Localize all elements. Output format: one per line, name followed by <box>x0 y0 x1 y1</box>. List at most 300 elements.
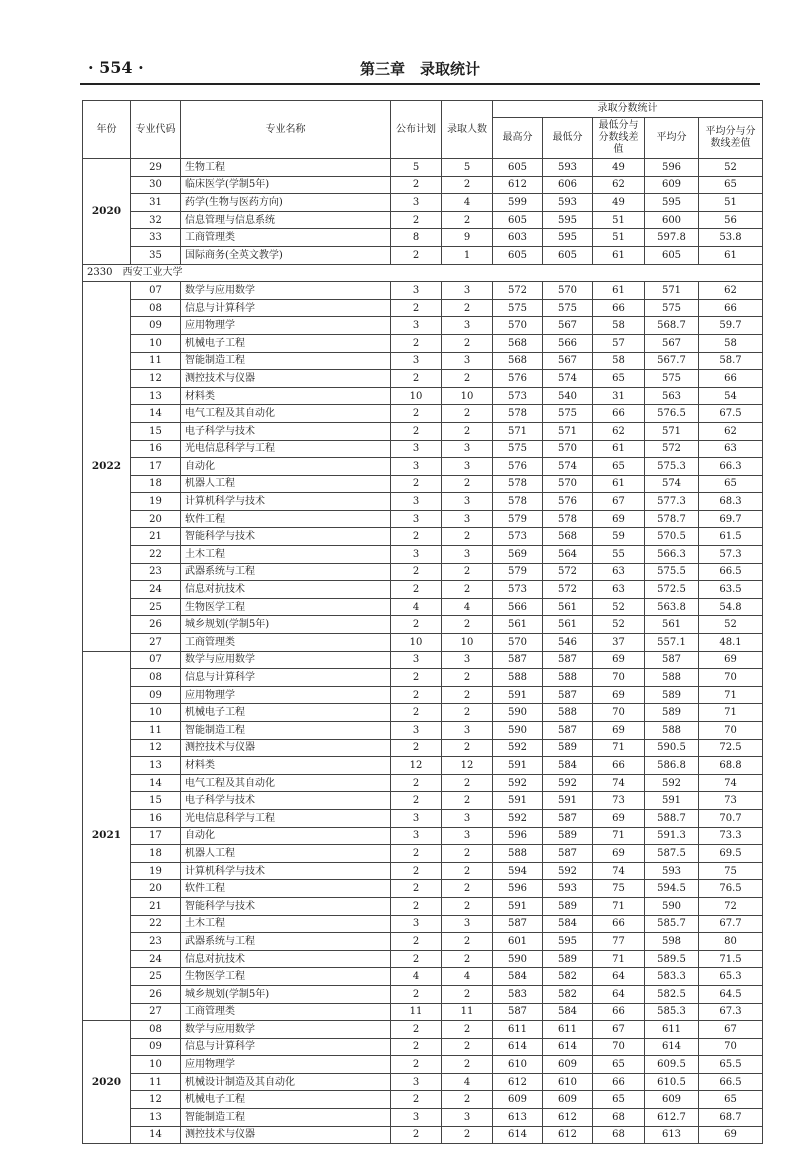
avg-diff-cell: 69.7 <box>699 510 763 528</box>
code-cell: 16 <box>131 440 181 458</box>
major-name-cell: 城乡规划(学制5年) <box>181 985 391 1003</box>
major-name-cell: 武器系统与工程 <box>181 563 391 581</box>
plan-cell: 2 <box>391 528 442 546</box>
admitted-cell: 4 <box>442 968 493 986</box>
max-score-cell: 568 <box>493 352 543 370</box>
table-row <box>83 827 763 845</box>
table-row <box>83 405 763 423</box>
admitted-cell: 3 <box>442 440 493 458</box>
table-row <box>83 933 763 951</box>
max-score-cell: 578 <box>493 405 543 423</box>
min-score-cell: 584 <box>543 757 593 775</box>
min-score-cell: 591 <box>543 792 593 810</box>
max-score-cell: 571 <box>493 422 543 440</box>
plan-cell: 2 <box>391 370 442 388</box>
plan-cell: 3 <box>391 546 442 564</box>
code-cell: 35 <box>131 246 181 264</box>
avg-diff-cell: 74 <box>699 774 763 792</box>
avg-score-cell: 590.5 <box>645 739 699 757</box>
min-score-cell: 605 <box>543 246 593 264</box>
min-diff-cell: 52 <box>593 616 645 634</box>
admitted-cell: 1 <box>442 246 493 264</box>
table-row <box>83 704 763 722</box>
min-diff-cell: 67 <box>593 493 645 511</box>
code-cell: 31 <box>131 194 181 212</box>
max-score-cell: 579 <box>493 563 543 581</box>
admitted-cell: 2 <box>442 211 493 229</box>
major-name-cell: 武器系统与工程 <box>181 933 391 951</box>
table-row <box>83 510 763 528</box>
admitted-cell: 3 <box>442 493 493 511</box>
avg-diff-cell: 80 <box>699 933 763 951</box>
major-name-cell: 土木工程 <box>181 915 391 933</box>
admitted-cell: 2 <box>442 475 493 493</box>
plan-cell: 3 <box>391 722 442 740</box>
code-cell: 10 <box>131 1056 181 1074</box>
major-name-cell: 智能科学与技术 <box>181 897 391 915</box>
avg-diff-cell: 70 <box>699 1038 763 1056</box>
table-row <box>83 1109 763 1127</box>
table-row <box>83 739 763 757</box>
min-diff-cell: 61 <box>593 475 645 493</box>
header-year: 年份 <box>83 101 131 159</box>
avg-diff-cell: 65 <box>699 1091 763 1109</box>
min-diff-cell: 74 <box>593 862 645 880</box>
max-score-cell: 573 <box>493 581 543 599</box>
admission-table <box>82 100 763 1144</box>
table-body <box>83 159 763 1144</box>
table-row <box>83 915 763 933</box>
table-row <box>83 809 763 827</box>
code-cell: 23 <box>131 933 181 951</box>
avg-diff-cell: 61.5 <box>699 528 763 546</box>
avg-score-cell: 613 <box>645 1126 699 1144</box>
admitted-cell: 10 <box>442 634 493 652</box>
avg-score-cell: 605 <box>645 246 699 264</box>
avg-diff-cell: 63 <box>699 440 763 458</box>
avg-diff-cell: 61 <box>699 246 763 264</box>
min-diff-cell: 73 <box>593 792 645 810</box>
admitted-cell: 3 <box>442 651 493 669</box>
max-score-cell: 610 <box>493 1056 543 1074</box>
avg-diff-cell: 69.5 <box>699 845 763 863</box>
major-name-cell: 机器人工程 <box>181 845 391 863</box>
admitted-cell: 2 <box>442 563 493 581</box>
avg-diff-cell: 67 <box>699 1021 763 1039</box>
code-cell: 18 <box>131 475 181 493</box>
major-name-cell: 机械设计制造及其自动化 <box>181 1073 391 1091</box>
table-row <box>83 686 763 704</box>
plan-cell: 5 <box>391 159 442 177</box>
admitted-cell: 2 <box>442 1091 493 1109</box>
min-diff-cell: 49 <box>593 159 645 177</box>
plan-cell: 2 <box>391 211 442 229</box>
major-name-cell: 软件工程 <box>181 880 391 898</box>
code-cell: 10 <box>131 334 181 352</box>
avg-diff-cell: 69 <box>699 1126 763 1144</box>
min-diff-cell: 61 <box>593 440 645 458</box>
plan-cell: 3 <box>391 458 442 476</box>
min-score-cell: 609 <box>543 1091 593 1109</box>
avg-score-cell: 593 <box>645 862 699 880</box>
table-row <box>83 1056 763 1074</box>
avg-diff-cell: 66.5 <box>699 1073 763 1091</box>
admitted-cell: 5 <box>442 159 493 177</box>
university-name: 2330 西安工业大学 <box>83 264 763 282</box>
plan-cell: 2 <box>391 581 442 599</box>
min-diff-cell: 66 <box>593 1003 645 1021</box>
avg-diff-cell: 68.3 <box>699 493 763 511</box>
major-name-cell: 测控技术与仪器 <box>181 739 391 757</box>
min-score-cell: 576 <box>543 493 593 511</box>
code-cell: 11 <box>131 352 181 370</box>
max-score-cell: 573 <box>493 387 543 405</box>
header-admit: 录取人数 <box>442 101 493 159</box>
admitted-cell: 2 <box>442 370 493 388</box>
major-name-cell: 计算机科学与技术 <box>181 862 391 880</box>
min-diff-cell: 68 <box>593 1126 645 1144</box>
avg-diff-cell: 67.3 <box>699 1003 763 1021</box>
max-score-cell: 578 <box>493 493 543 511</box>
code-cell: 20 <box>131 510 181 528</box>
code-cell: 12 <box>131 739 181 757</box>
min-score-cell: 584 <box>543 1003 593 1021</box>
table-row <box>83 334 763 352</box>
header-avg-diff: 平均分与分数线差值 <box>699 118 763 159</box>
max-score-cell: 605 <box>493 159 543 177</box>
table-row <box>83 985 763 1003</box>
avg-score-cell: 575.5 <box>645 563 699 581</box>
max-score-cell: 614 <box>493 1126 543 1144</box>
code-cell: 15 <box>131 422 181 440</box>
min-diff-cell: 71 <box>593 897 645 915</box>
min-diff-cell: 67 <box>593 1021 645 1039</box>
avg-diff-cell: 56 <box>699 211 763 229</box>
code-cell: 19 <box>131 493 181 511</box>
table-row <box>83 194 763 212</box>
code-cell: 25 <box>131 968 181 986</box>
avg-diff-cell: 68.8 <box>699 757 763 775</box>
min-score-cell: 570 <box>543 440 593 458</box>
min-score-cell: 570 <box>543 282 593 300</box>
code-cell: 29 <box>131 159 181 177</box>
admitted-cell: 3 <box>442 546 493 564</box>
table-row <box>83 176 763 194</box>
min-score-cell: 592 <box>543 774 593 792</box>
admitted-cell: 3 <box>442 317 493 335</box>
admitted-cell: 3 <box>442 510 493 528</box>
avg-score-cell: 566.3 <box>645 546 699 564</box>
avg-score-cell: 586.8 <box>645 757 699 775</box>
major-name-cell: 智能制造工程 <box>181 352 391 370</box>
table-row <box>83 968 763 986</box>
avg-diff-cell: 70 <box>699 722 763 740</box>
code-cell: 25 <box>131 598 181 616</box>
code-cell: 26 <box>131 616 181 634</box>
min-score-cell: 588 <box>543 704 593 722</box>
min-score-cell: 612 <box>543 1109 593 1127</box>
min-diff-cell: 69 <box>593 809 645 827</box>
code-cell: 32 <box>131 211 181 229</box>
max-score-cell: 590 <box>493 950 543 968</box>
max-score-cell: 614 <box>493 1038 543 1056</box>
plan-cell: 3 <box>391 440 442 458</box>
major-name-cell: 电气工程及其自动化 <box>181 405 391 423</box>
avg-diff-cell: 66 <box>699 370 763 388</box>
avg-diff-cell: 52 <box>699 616 763 634</box>
min-score-cell: 575 <box>543 405 593 423</box>
min-score-cell: 588 <box>543 669 593 687</box>
plan-cell: 2 <box>391 1021 442 1039</box>
min-diff-cell: 55 <box>593 546 645 564</box>
avg-score-cell: 577.3 <box>645 493 699 511</box>
code-cell: 10 <box>131 704 181 722</box>
plan-cell: 10 <box>391 387 442 405</box>
code-cell: 11 <box>131 1073 181 1091</box>
admitted-cell: 2 <box>442 1038 493 1056</box>
code-cell: 26 <box>131 985 181 1003</box>
min-diff-cell: 69 <box>593 686 645 704</box>
min-diff-cell: 66 <box>593 1073 645 1091</box>
min-diff-cell: 37 <box>593 634 645 652</box>
code-cell: 08 <box>131 1021 181 1039</box>
major-name-cell: 应用物理学 <box>181 1056 391 1074</box>
max-score-cell: 596 <box>493 880 543 898</box>
max-score-cell: 576 <box>493 370 543 388</box>
admitted-cell: 2 <box>442 739 493 757</box>
code-cell: 27 <box>131 1003 181 1021</box>
table-row <box>83 440 763 458</box>
table-row <box>83 299 763 317</box>
min-diff-cell: 70 <box>593 1038 645 1056</box>
min-diff-cell: 58 <box>593 352 645 370</box>
avg-score-cell: 570.5 <box>645 528 699 546</box>
admitted-cell: 2 <box>442 616 493 634</box>
max-score-cell: 603 <box>493 229 543 247</box>
table-row <box>83 581 763 599</box>
table-row <box>83 246 763 264</box>
avg-score-cell: 571 <box>645 282 699 300</box>
admitted-cell: 2 <box>442 985 493 1003</box>
plan-cell: 2 <box>391 669 442 687</box>
major-name-cell: 信息与计算科学 <box>181 669 391 687</box>
major-name-cell: 智能制造工程 <box>181 722 391 740</box>
max-score-cell: 572 <box>493 282 543 300</box>
avg-score-cell: 594.5 <box>645 880 699 898</box>
major-name-cell: 生物医学工程 <box>181 968 391 986</box>
plan-cell: 2 <box>391 1126 442 1144</box>
avg-diff-cell: 58.7 <box>699 352 763 370</box>
max-score-cell: 591 <box>493 757 543 775</box>
min-score-cell: 567 <box>543 352 593 370</box>
avg-score-cell: 561 <box>645 616 699 634</box>
table-row <box>83 1038 763 1056</box>
plan-cell: 3 <box>391 1073 442 1091</box>
major-name-cell: 工商管理类 <box>181 634 391 652</box>
avg-score-cell: 572 <box>645 440 699 458</box>
max-score-cell: 570 <box>493 634 543 652</box>
admitted-cell: 2 <box>442 422 493 440</box>
min-score-cell: 595 <box>543 211 593 229</box>
admitted-cell: 2 <box>442 1056 493 1074</box>
table-row <box>83 370 763 388</box>
admitted-cell: 3 <box>442 282 493 300</box>
max-score-cell: 612 <box>493 176 543 194</box>
avg-diff-cell: 67.5 <box>699 405 763 423</box>
plan-cell: 3 <box>391 194 442 212</box>
code-cell: 24 <box>131 581 181 599</box>
major-name-cell: 信息与计算科学 <box>181 299 391 317</box>
max-score-cell: 561 <box>493 616 543 634</box>
min-diff-cell: 69 <box>593 845 645 863</box>
admitted-cell: 2 <box>442 176 493 194</box>
plan-cell: 12 <box>391 757 442 775</box>
major-name-cell: 机械电子工程 <box>181 704 391 722</box>
major-name-cell: 数学与应用数学 <box>181 1021 391 1039</box>
major-name-cell: 信息与计算科学 <box>181 1038 391 1056</box>
max-score-cell: 596 <box>493 827 543 845</box>
avg-diff-cell: 66 <box>699 299 763 317</box>
major-name-cell: 信息对抗技术 <box>181 581 391 599</box>
avg-score-cell: 589 <box>645 704 699 722</box>
min-diff-cell: 65 <box>593 1056 645 1074</box>
code-cell: 12 <box>131 1091 181 1109</box>
avg-diff-cell: 54.8 <box>699 598 763 616</box>
code-cell: 17 <box>131 827 181 845</box>
major-name-cell: 材料类 <box>181 757 391 775</box>
admitted-cell: 12 <box>442 757 493 775</box>
avg-diff-cell: 76.5 <box>699 880 763 898</box>
admitted-cell: 4 <box>442 1073 493 1091</box>
plan-cell: 2 <box>391 897 442 915</box>
table-row <box>83 229 763 247</box>
header-name: 专业名称 <box>181 101 391 159</box>
admitted-cell: 4 <box>442 194 493 212</box>
header-avg: 平均分 <box>645 118 699 159</box>
min-diff-cell: 70 <box>593 704 645 722</box>
min-score-cell: 589 <box>543 897 593 915</box>
min-diff-cell: 57 <box>593 334 645 352</box>
plan-cell: 2 <box>391 405 442 423</box>
min-diff-cell: 65 <box>593 458 645 476</box>
min-score-cell: 609 <box>543 1056 593 1074</box>
plan-cell: 3 <box>391 1109 442 1127</box>
avg-score-cell: 575 <box>645 370 699 388</box>
plan-cell: 2 <box>391 475 442 493</box>
avg-score-cell: 582.5 <box>645 985 699 1003</box>
min-score-cell: 540 <box>543 387 593 405</box>
avg-diff-cell: 71 <box>699 686 763 704</box>
admitted-cell: 2 <box>442 334 493 352</box>
plan-cell: 2 <box>391 739 442 757</box>
year-cell: 2020 <box>83 159 131 265</box>
min-diff-cell: 77 <box>593 933 645 951</box>
min-diff-cell: 71 <box>593 827 645 845</box>
major-name-cell: 临床医学(学制5年) <box>181 176 391 194</box>
max-score-cell: 587 <box>493 651 543 669</box>
avg-score-cell: 563 <box>645 387 699 405</box>
avg-diff-cell: 58 <box>699 334 763 352</box>
table-row <box>83 317 763 335</box>
avg-score-cell: 600 <box>645 211 699 229</box>
max-score-cell: 583 <box>493 985 543 1003</box>
major-name-cell: 智能制造工程 <box>181 1109 391 1127</box>
table-row <box>83 598 763 616</box>
min-diff-cell: 66 <box>593 405 645 423</box>
table-row <box>83 757 763 775</box>
admitted-cell: 2 <box>442 405 493 423</box>
avg-diff-cell: 66.3 <box>699 458 763 476</box>
avg-score-cell: 611 <box>645 1021 699 1039</box>
admitted-cell: 2 <box>442 950 493 968</box>
min-score-cell: 574 <box>543 458 593 476</box>
avg-diff-cell: 51 <box>699 194 763 212</box>
avg-score-cell: 591 <box>645 792 699 810</box>
avg-diff-cell: 69 <box>699 651 763 669</box>
max-score-cell: 587 <box>493 1003 543 1021</box>
avg-score-cell: 563.8 <box>645 598 699 616</box>
max-score-cell: 576 <box>493 458 543 476</box>
table-row <box>83 616 763 634</box>
avg-score-cell: 571 <box>645 422 699 440</box>
avg-diff-cell: 71.5 <box>699 950 763 968</box>
table-row <box>83 493 763 511</box>
code-cell: 18 <box>131 845 181 863</box>
max-score-cell: 588 <box>493 669 543 687</box>
max-score-cell: 566 <box>493 598 543 616</box>
avg-diff-cell: 65 <box>699 176 763 194</box>
avg-diff-cell: 72.5 <box>699 739 763 757</box>
max-score-cell: 575 <box>493 299 543 317</box>
plan-cell: 2 <box>391 299 442 317</box>
admitted-cell: 2 <box>442 581 493 599</box>
avg-diff-cell: 66.5 <box>699 563 763 581</box>
table-row <box>83 634 763 652</box>
min-score-cell: 570 <box>543 475 593 493</box>
code-cell: 30 <box>131 176 181 194</box>
major-name-cell: 电气工程及其自动化 <box>181 774 391 792</box>
min-score-cell: 584 <box>543 915 593 933</box>
table-row <box>83 897 763 915</box>
min-score-cell: 572 <box>543 581 593 599</box>
page-number: · 554 · <box>88 58 144 77</box>
min-diff-cell: 59 <box>593 528 645 546</box>
min-diff-cell: 61 <box>593 282 645 300</box>
max-score-cell: 570 <box>493 317 543 335</box>
table-row <box>83 1003 763 1021</box>
admitted-cell: 2 <box>442 845 493 863</box>
min-diff-cell: 63 <box>593 581 645 599</box>
avg-diff-cell: 68.7 <box>699 1109 763 1127</box>
min-score-cell: 564 <box>543 546 593 564</box>
min-diff-cell: 70 <box>593 669 645 687</box>
min-diff-cell: 65 <box>593 1091 645 1109</box>
min-score-cell: 587 <box>543 809 593 827</box>
avg-diff-cell: 48.1 <box>699 634 763 652</box>
avg-score-cell: 587 <box>645 651 699 669</box>
min-score-cell: 589 <box>543 827 593 845</box>
avg-score-cell: 567 <box>645 334 699 352</box>
major-name-cell: 光电信息科学与工程 <box>181 440 391 458</box>
header-code: 专业代码 <box>131 101 181 159</box>
avg-diff-cell: 54 <box>699 387 763 405</box>
code-cell: 09 <box>131 317 181 335</box>
avg-diff-cell: 59.7 <box>699 317 763 335</box>
avg-score-cell: 596 <box>645 159 699 177</box>
major-name-cell: 信息管理与信息系统 <box>181 211 391 229</box>
admitted-cell: 3 <box>442 915 493 933</box>
min-diff-cell: 69 <box>593 651 645 669</box>
